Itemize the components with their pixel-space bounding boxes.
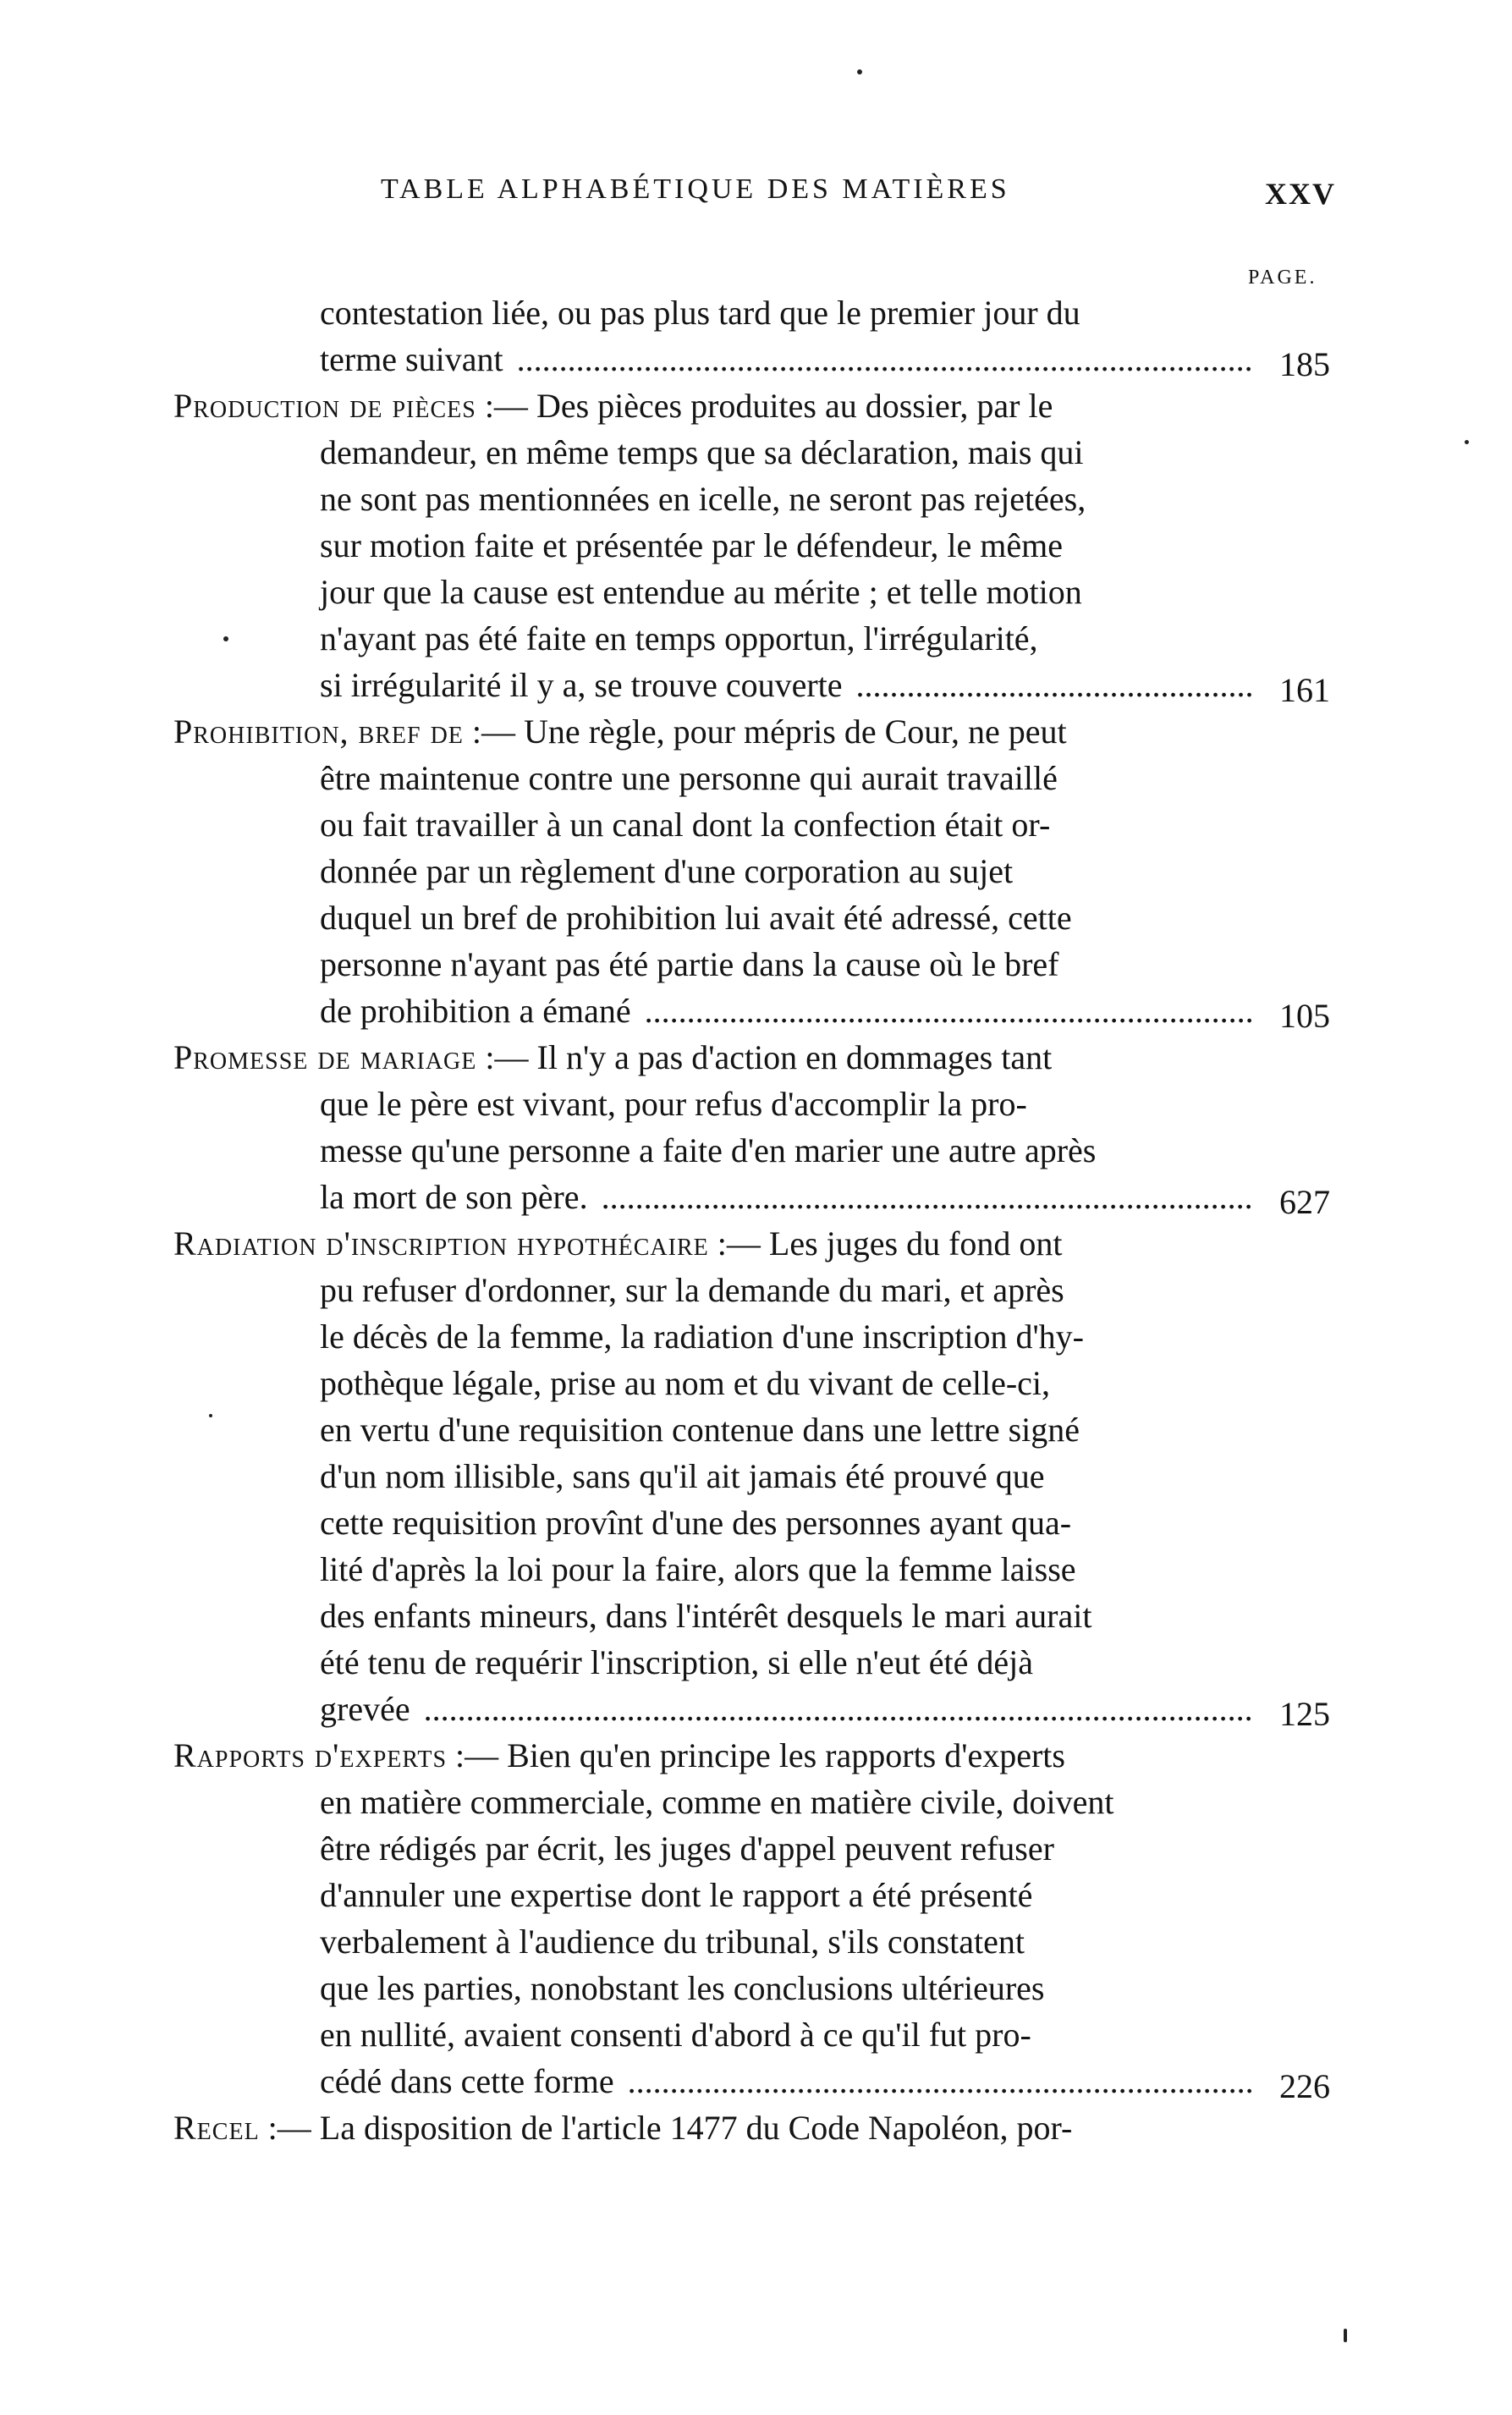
entry-line	[0, 1174, 1512, 1220]
entry-line	[0, 569, 1512, 615]
ink-speck	[209, 1414, 212, 1417]
entry-text: personne n'ayant pas été partie dans la cause où le bref	[320, 945, 1059, 983]
page-reference: 105	[1279, 997, 1330, 1035]
entry-line	[0, 941, 1512, 987]
entry-text: cette requisition provînt d'une des personnes ayant qua-	[320, 1504, 1072, 1542]
entry-separator: :—	[259, 2109, 320, 2147]
entry-text: le décès de la femme, la radiation d'une inscription d'hy-	[320, 1318, 1084, 1356]
entry-text: Une règle, pour mépris de Cour, ne peut	[524, 712, 1067, 751]
ink-speck	[857, 69, 862, 74]
entry-text: pu refuser d'ordonner, sur la demande du mari, et après	[320, 1271, 1064, 1309]
entry-line	[0, 1406, 1512, 1453]
entry-line	[0, 336, 1512, 382]
entry-line	[0, 894, 1512, 941]
entry-line	[0, 1779, 1512, 1825]
entry-text: être rédigés par écrit, les juges d'appel peuvent refuser	[320, 1829, 1054, 1868]
page-reference: 226	[1279, 2067, 1330, 2105]
entry-text: verbalement à l'audience du tribunal, s'ils constatent	[320, 1923, 1025, 1961]
leader-dots: .......................................................................................	[508, 340, 1253, 378]
entry-text: ne sont pas mentionnées en icelle, ne seront pas rejetées,	[320, 480, 1086, 518]
ink-speck	[1465, 440, 1469, 444]
ink-speck	[1344, 2329, 1347, 2342]
page-number-roman: XXV	[1265, 177, 1336, 211]
page-column-label: PAGE.	[1248, 267, 1317, 289]
index-entries	[0, 289, 1512, 2151]
entry-term: Recel	[173, 2109, 260, 2147]
index-entry	[0, 289, 1512, 382]
entry-text: ou fait travailler à un canal dont la confection était or-	[320, 806, 1051, 844]
entry-first-line	[0, 382, 1512, 429]
entry-line	[0, 1313, 1512, 1360]
entry-separator: :—	[708, 1224, 769, 1263]
entry-separator: :—	[447, 1736, 508, 1774]
index-entry	[0, 1220, 1512, 1732]
leader-dots: ..........................................................................	[619, 2062, 1254, 2100]
index-entry	[0, 708, 1512, 1034]
entry-text: Bien qu'en principe les rapports d'experts	[507, 1736, 1065, 1774]
running-header-title: TABLE ALPHABÉTIQUE DES MATIÈRES	[381, 173, 1010, 205]
entry-line	[0, 1267, 1512, 1313]
entry-text: terme suivant	[320, 340, 503, 378]
entry-line	[0, 755, 1512, 801]
entry-first-line	[0, 1034, 1512, 1081]
entry-first-line	[0, 2104, 1512, 2151]
index-entry	[0, 1034, 1512, 1220]
entry-separator: :—	[476, 387, 536, 425]
entry-line	[0, 1872, 1512, 1918]
entry-line	[0, 1686, 1512, 1732]
entry-text: Les juges du fond ont	[768, 1224, 1063, 1263]
entry-text: en nullité, avaient consenti d'abord à ce qu'il fut pro-	[320, 2016, 1031, 2054]
entry-line	[0, 1499, 1512, 1546]
entry-first-line	[0, 1220, 1512, 1267]
entry-text: que les parties, nonobstant les conclusions ultérieures	[320, 1969, 1045, 2007]
entry-text: des enfants mineurs, dans l'intérêt desquels le mari aurait	[320, 1597, 1092, 1635]
entry-term: Prohibition, bref de	[173, 712, 464, 751]
entry-line	[0, 1965, 1512, 2011]
page-reference: 161	[1279, 671, 1330, 709]
entry-line	[0, 848, 1512, 894]
leader-dots: ........................................................................	[635, 992, 1254, 1030]
page-reference: 627	[1279, 1183, 1330, 1221]
entry-term: Promesse de mariage	[173, 1038, 477, 1076]
page-reference: 125	[1279, 1695, 1330, 1733]
entry-text: messe qu'une personne a faite d'en marier une autre après	[320, 1131, 1097, 1169]
entry-text: que le père est vivant, pour refus d'accomplir la pro-	[320, 1085, 1027, 1123]
entry-text: grevée	[320, 1690, 410, 1728]
entry-line	[0, 2058, 1512, 2104]
entry-line	[0, 429, 1512, 476]
entry-term: Rapports d'experts	[173, 1736, 448, 1774]
entry-first-line	[0, 1732, 1512, 1779]
entry-line	[0, 1639, 1512, 1686]
entry-text: lité d'après la loi pour la faire, alors que la femme laisse	[320, 1550, 1076, 1588]
entry-text: cédé dans cette forme	[320, 2062, 614, 2100]
entry-text: été tenu de requérir l'inscription, si elle n'eut été déjà	[320, 1643, 1033, 1681]
entry-text: La disposition de l'article 1477 du Code Napoléon, por-	[319, 2109, 1073, 2147]
entry-line	[0, 1081, 1512, 1127]
entry-text: sur motion faite et présentée par le défendeur, le même	[320, 526, 1064, 564]
entry-line	[0, 476, 1512, 522]
entry-text: jour que la cause est entendue au mérite ; et telle motion	[320, 573, 1082, 611]
entry-line	[0, 1453, 1512, 1499]
entry-text: demandeur, en même temps que sa déclaration, mais qui	[320, 433, 1084, 471]
entry-line	[0, 1546, 1512, 1593]
entry-text: Des pièces produites au dossier, par le	[536, 387, 1053, 425]
page-reference: 185	[1279, 345, 1330, 383]
entry-text: la mort de son père.	[320, 1178, 588, 1216]
entry-line	[0, 1593, 1512, 1639]
entry-line	[0, 522, 1512, 569]
entry-text: n'ayant pas été faite en temps opportun, l'irrégularité,	[320, 619, 1038, 657]
entry-text: donnée par un règlement d'une corporation au sujet	[320, 852, 1014, 890]
entry-first-line	[0, 708, 1512, 755]
entry-term: Radiation d'inscription hypothécaire	[173, 1224, 709, 1263]
entry-separator: :—	[463, 712, 525, 751]
ink-speck	[223, 636, 228, 641]
entry-separator: :—	[476, 1038, 537, 1076]
entry-text: d'annuler une expertise dont le rapport a été présenté	[320, 1876, 1033, 1914]
leader-dots: ..................................................................................................	[415, 1690, 1253, 1728]
index-entry	[0, 2104, 1512, 2151]
entry-text: duquel un bref de prohibition lui avait été adressé, cette	[320, 899, 1072, 937]
entry-text: de prohibition a émané	[320, 992, 631, 1030]
entry-text: contestation liée, ou pas plus tard que le premier jour du	[320, 294, 1080, 332]
entry-text: pothèque légale, prise au nom et du vivant de celle-ci,	[320, 1364, 1051, 1402]
leader-dots: ...............................................	[847, 666, 1254, 704]
entry-text: en vertu d'une requisition contenue dans une lettre signé	[320, 1411, 1080, 1449]
entry-text: si irrégularité il y a, se trouve couverte	[320, 666, 843, 704]
entry-line	[0, 987, 1512, 1034]
index-entry	[0, 1732, 1512, 2104]
entry-text: d'un nom illisible, sans qu'il ait jamais été prouvé que	[320, 1457, 1045, 1495]
entry-line	[0, 1360, 1512, 1406]
entry-text: en matière commerciale, comme en matière civile, doivent	[320, 1783, 1114, 1821]
index-entry	[0, 382, 1512, 708]
leader-dots: .............................................................................	[592, 1178, 1253, 1216]
entry-line	[0, 2011, 1512, 2058]
entry-line	[0, 1127, 1512, 1174]
entry-line	[0, 662, 1512, 708]
entry-line	[0, 1918, 1512, 1965]
entry-line	[0, 801, 1512, 848]
entry-text: Il n'y a pas d'action en dommages tant	[536, 1038, 1053, 1076]
entry-line	[0, 289, 1512, 336]
entry-line	[0, 1825, 1512, 1872]
entry-text: être maintenue contre une personne qui aurait travaillé	[320, 759, 1058, 797]
entry-term: Production de pièces	[173, 387, 476, 425]
